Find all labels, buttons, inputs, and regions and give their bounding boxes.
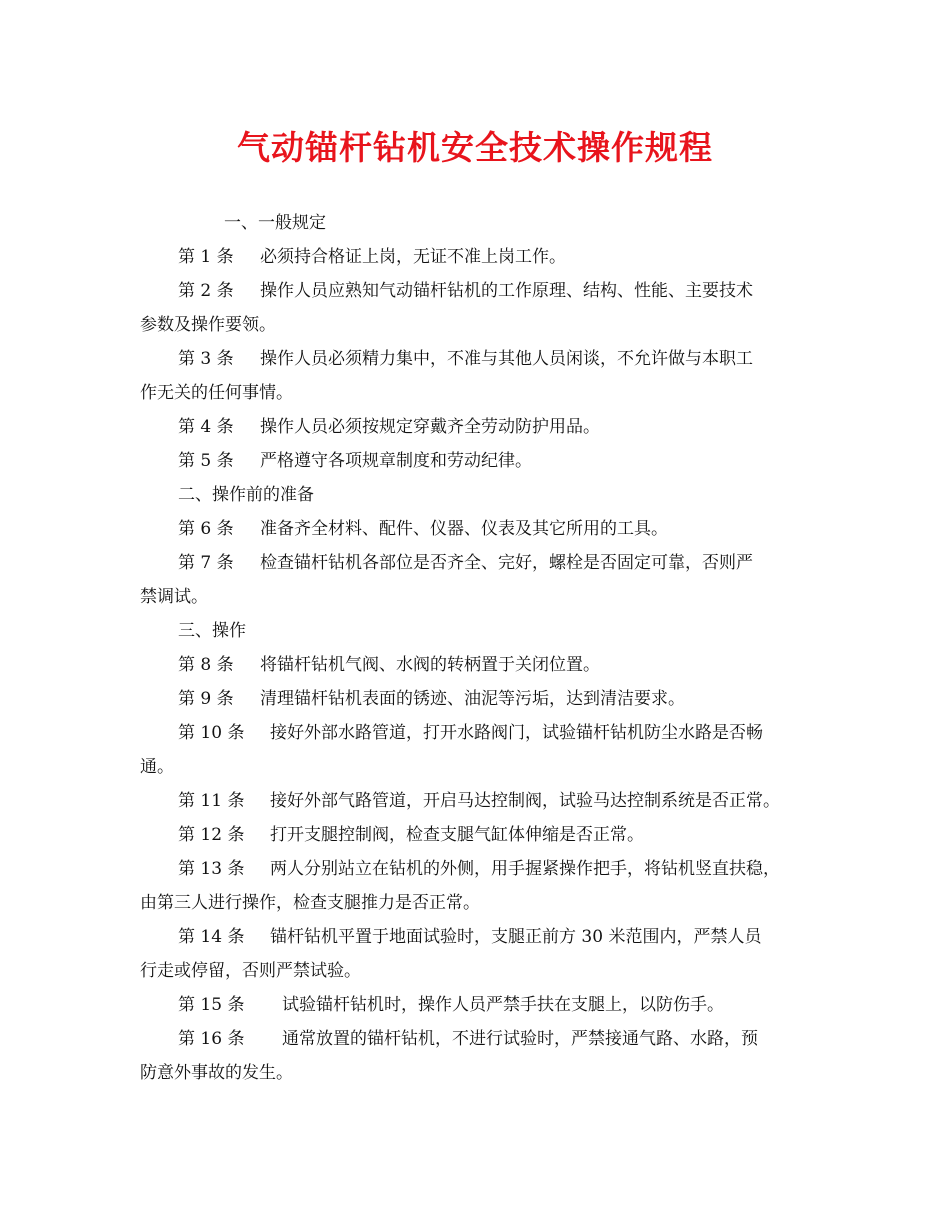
document-line xyxy=(140,614,812,648)
document-line xyxy=(140,988,812,1022)
document-line xyxy=(140,852,812,886)
document-line xyxy=(140,920,812,954)
document-line xyxy=(140,512,812,546)
document-line xyxy=(140,886,812,920)
article-number: 第 11 条 xyxy=(178,791,245,811)
document-line xyxy=(140,410,812,444)
line-text: 二、操作前的准备 xyxy=(178,485,314,505)
document-line xyxy=(140,274,812,308)
article-number: 第 16 条 xyxy=(178,1029,245,1049)
document-line xyxy=(140,546,812,580)
line-text: 接好外部水路管道，打开水路阀门，试验锚杆钻机防尘水路是否畅 xyxy=(270,723,763,743)
document-line xyxy=(140,376,812,410)
article-number: 第 14 条 xyxy=(178,927,245,947)
line-text: 试验锚杆钻机时，操作人员严禁手扶在支腿上，以防伤手。 xyxy=(282,995,724,1015)
document-line xyxy=(140,784,812,818)
line-text: 作无关的任何事情。 xyxy=(140,383,293,403)
document-line xyxy=(140,206,812,240)
article-number: 第 1 条 xyxy=(178,247,234,267)
line-text: 一、一般规定 xyxy=(224,213,326,233)
line-text: 通常放置的锚杆钻机，不进行试验时，严禁接通气路、水路，预 xyxy=(282,1029,758,1049)
document-line xyxy=(140,1022,812,1056)
document-line xyxy=(140,580,812,614)
line-text: 将锚杆钻机气阀、水阀的转柄置于关闭位置。 xyxy=(260,655,600,675)
line-text: 三、操作 xyxy=(178,621,246,641)
article-number: 第 8 条 xyxy=(178,655,234,675)
line-text: 操作人员必须按规定穿戴齐全劳动防护用品。 xyxy=(260,417,600,437)
article-number: 第 4 条 xyxy=(178,417,234,437)
line-text: 必须持合格证上岗，无证不准上岗工作。 xyxy=(260,247,566,267)
line-text: 严格遵守各项规章制度和劳动纪律。 xyxy=(260,451,532,471)
document-line xyxy=(140,818,812,852)
article-number: 第 12 条 xyxy=(178,825,245,845)
article-number: 第 7 条 xyxy=(178,553,234,573)
article-number: 第 5 条 xyxy=(178,451,234,471)
line-text: 两人分别站立在钻机的外侧，用手握紧操作把手，将钻机竖直扶稳， xyxy=(270,859,780,879)
article-number: 第 15 条 xyxy=(178,995,245,1015)
line-text: 清理锚杆钻机表面的锈迹、油泥等污垢，达到清洁要求。 xyxy=(260,689,685,709)
article-number: 第 3 条 xyxy=(178,349,234,369)
document-line xyxy=(140,1056,812,1090)
document-line xyxy=(140,308,812,342)
document-line xyxy=(140,478,812,512)
document-line xyxy=(140,240,812,274)
line-text: 操作人员应熟知气动锚杆钻机的工作原理、结构、性能、主要技术 xyxy=(260,281,753,301)
line-text: 准备齐全材料、配件、仪器、仪表及其它所用的工具。 xyxy=(260,519,668,539)
document-title: 气动锚杆钻机安全技术操作规程 xyxy=(237,128,713,167)
document-line xyxy=(140,750,812,784)
article-number: 第 6 条 xyxy=(178,519,234,539)
document-line xyxy=(140,648,812,682)
article-number: 第 9 条 xyxy=(178,689,234,709)
line-text: 锚杆钻机平置于地面试验时，支腿正前方 30 米范围内，严禁人员 xyxy=(270,927,762,947)
document-line xyxy=(140,444,812,478)
line-text: 行走或停留，否则严禁试验。 xyxy=(140,961,361,981)
line-text: 接好外部气路管道，开启马达控制阀，试验马达控制系统是否正常。 xyxy=(270,791,780,811)
article-number: 第 13 条 xyxy=(178,859,245,879)
document-line xyxy=(140,954,812,988)
line-text: 禁调试。 xyxy=(140,587,208,607)
document-line xyxy=(140,342,812,376)
line-text: 参数及操作要领。 xyxy=(140,315,276,335)
line-text: 操作人员必须精力集中，不准与其他人员闲谈，不允许做与本职工 xyxy=(260,349,753,369)
document-body xyxy=(140,206,812,1090)
article-number: 第 10 条 xyxy=(178,723,245,743)
line-text: 检查锚杆钻机各部位是否齐全、完好，螺栓是否固定可靠，否则严 xyxy=(260,553,753,573)
article-number: 第 2 条 xyxy=(178,281,234,301)
line-text: 通。 xyxy=(140,757,174,777)
document-line xyxy=(140,682,812,716)
document-line xyxy=(140,716,812,750)
line-text: 防意外事故的发生。 xyxy=(140,1063,293,1083)
line-text: 由第三人进行操作，检查支腿推力是否正常。 xyxy=(140,893,480,913)
line-text: 打开支腿控制阀，检查支腿气缸体伸缩是否正常。 xyxy=(270,825,644,845)
